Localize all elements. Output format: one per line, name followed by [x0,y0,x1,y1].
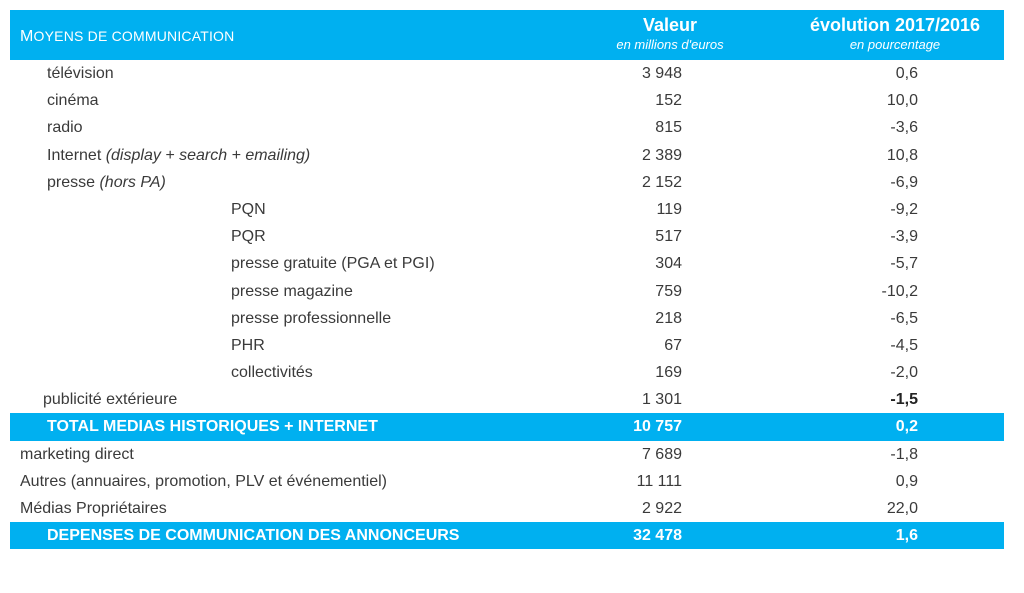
row-label: cinéma [47,92,99,110]
total-row-depenses [10,522,1004,549]
row-label: PQR [231,228,266,246]
row-label: presse magazine [231,282,353,300]
table-row [10,223,1004,250]
table-row [10,87,1004,114]
table-row [10,332,1004,359]
row-evolution: -3,6 [890,119,918,137]
row-evolution: 10,0 [886,92,918,110]
row-evolution: 10,8 [886,146,918,164]
table-row [10,196,1004,223]
row-value: 119 [656,200,682,218]
header-evolution-title: évolution 2017/2016 [809,15,981,35]
table-row [10,169,1004,196]
row-value: 759 [655,282,682,300]
row-evolution: -5,7 [890,255,918,273]
total-evolution: 1,6 [895,527,918,545]
row-label: Médias Propriétaires [20,500,167,517]
row-label: presse professionnelle [231,309,392,327]
table-row [10,305,1004,332]
total-row-medias [10,413,1004,440]
table-row [10,250,1004,277]
total-value: 32 478 [633,527,682,545]
table-row [10,142,1004,169]
header-evolution-column [785,14,1005,54]
table-row [10,114,1004,141]
row-value: 304 [655,255,682,273]
total-label: DEPENSES DE COMMUNICATION DES ANNONCEURS [47,527,460,545]
table-row [10,386,1004,413]
row-label: presse (hors PA) [47,173,166,191]
row-label: télévision [47,65,114,82]
row-value: 67 [664,336,682,354]
row-value: 815 [655,119,682,137]
communication-table [10,10,1004,549]
row-evolution: -4,5 [890,336,918,354]
row-value: 11 111 [636,472,682,490]
table-row [10,278,1004,305]
row-evolution: -3,9 [890,228,918,246]
row-label: marketing direct [20,445,134,463]
row-evolution: -9,2 [890,200,918,218]
row-value: 169 [655,364,682,382]
header-evolution-subtitle: en pourcentage [849,37,941,52]
row-value: 1 301 [641,391,682,409]
table-row [10,495,1004,522]
row-evolution: -6,9 [890,173,918,191]
row-label: PHR [231,336,265,354]
header-value-column [590,14,750,54]
row-value: 3 948 [641,65,682,82]
row-label: radio [47,119,83,137]
row-evolution: -2,0 [890,364,918,382]
row-evolution: 0,9 [895,472,918,490]
total-label: TOTAL MEDIAS HISTORIQUES + INTERNET [47,418,378,436]
row-label: publicité extérieure [43,391,178,409]
row-evolution: 22,0 [886,500,918,517]
row-evolution: -10,2 [881,282,918,300]
row-label: PQN [231,200,266,218]
row-value: 2 152 [641,173,682,191]
row-label: collectivités [231,364,313,382]
table-row [10,60,1004,87]
header-value-subtitle: en millions d'euros [616,37,724,52]
table-header [10,10,1004,60]
table-row [10,441,1004,468]
row-evolution: -1,5 [890,391,918,409]
row-label: presse gratuite (PGA et PGI) [231,255,435,273]
total-value: 10 757 [633,418,682,436]
row-value: 517 [655,228,682,246]
row-evolution: -1,8 [890,445,918,463]
row-value: 7 689 [641,445,682,463]
row-label: Autres (annuaires, promotion, PLV et événementiel) [20,472,388,490]
total-evolution: 0,2 [895,418,918,436]
table-row [10,359,1004,386]
row-value: 152 [655,92,682,110]
header-value-title: Valeur [642,15,698,35]
row-value: 2 389 [641,146,682,164]
row-evolution: -6,5 [890,309,918,327]
row-evolution: 0,6 [895,65,918,82]
row-value: 2 922 [641,500,682,517]
row-label: Internet (display + search + emailing) [47,146,311,164]
header-label: MOYENS DE COMMUNICATION [20,28,235,45]
table-row [10,468,1004,495]
row-value: 218 [655,309,682,327]
